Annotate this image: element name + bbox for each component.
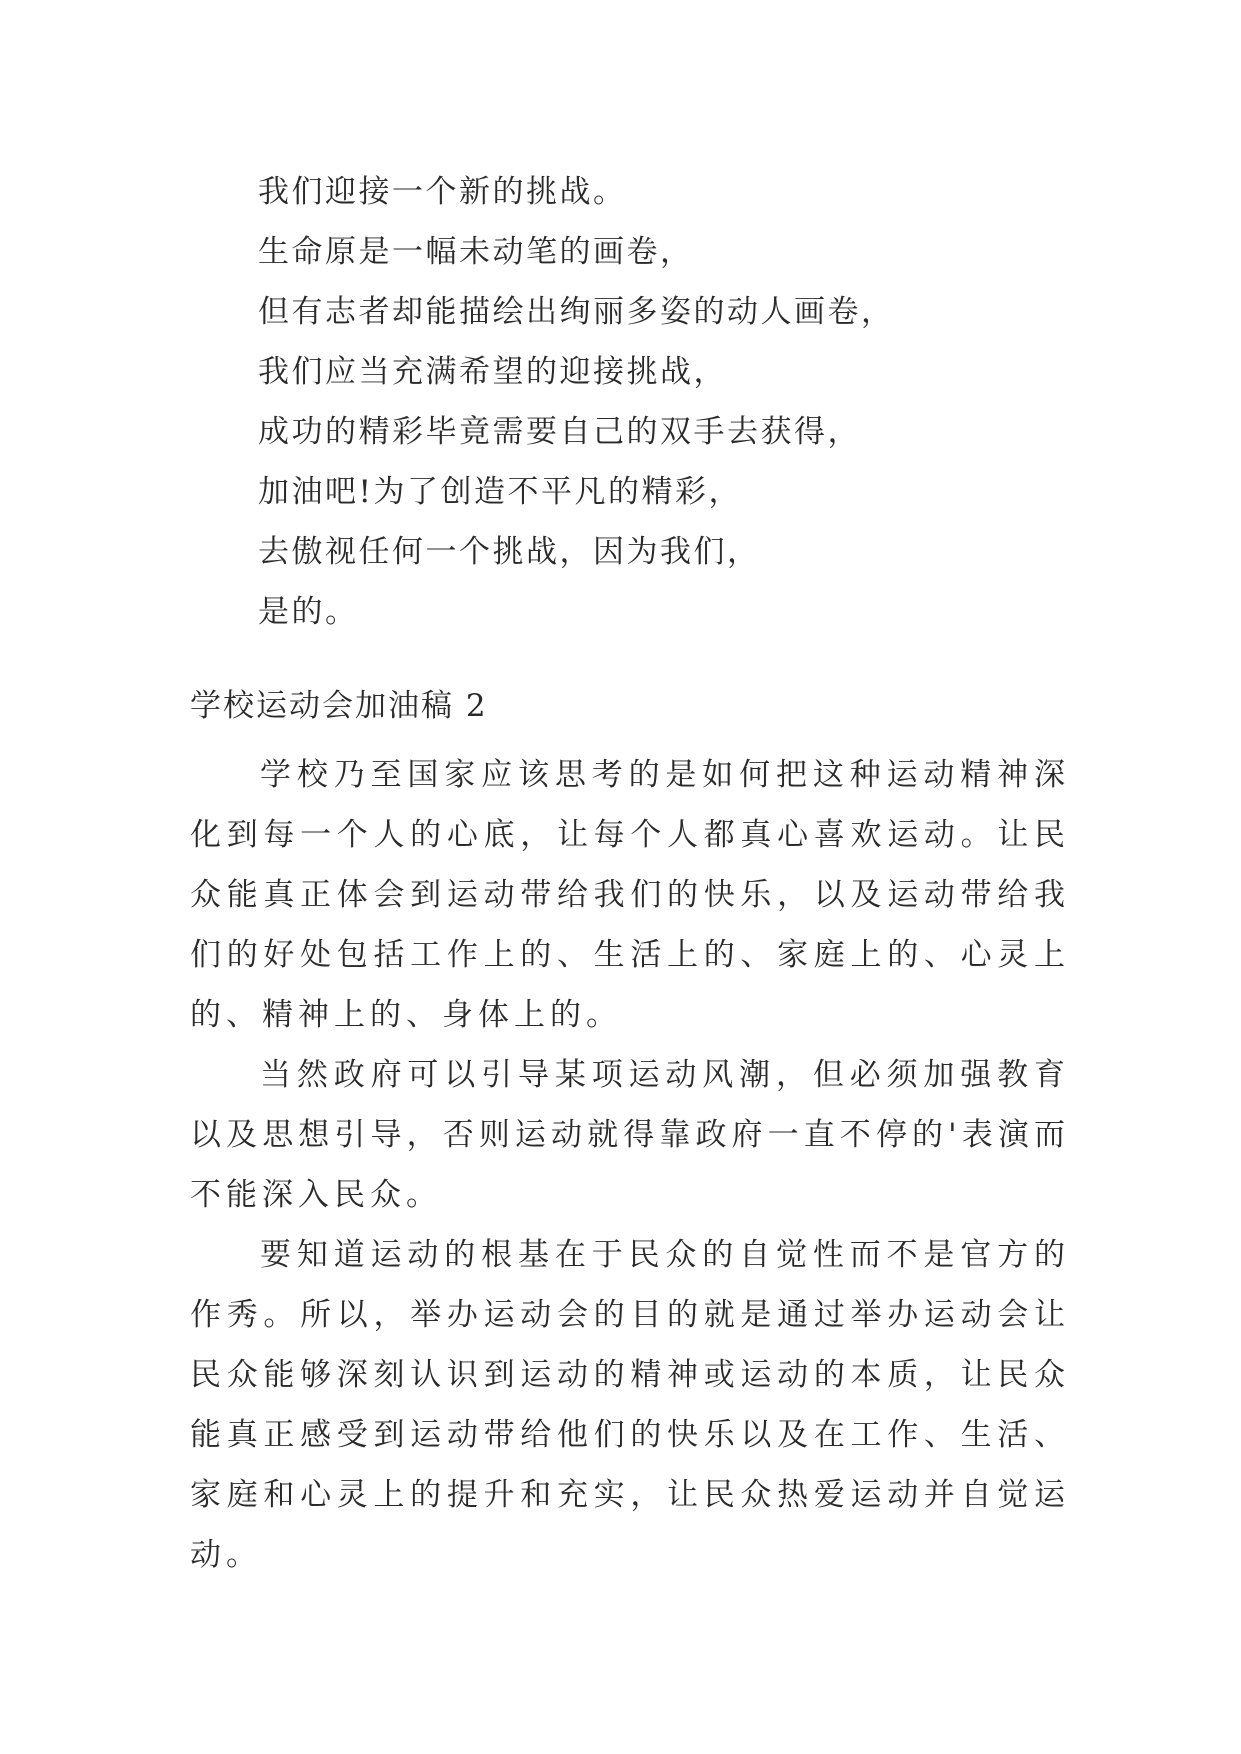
poem-block xyxy=(258,162,1078,642)
paragraph: 当然政府可以引导某项运动风潮，但必须加强教育以及思想引导，否则运动就得靠政府一直不停的'表演而不能深入民众。 xyxy=(190,1057,1070,1213)
poem-line: 是的。 xyxy=(258,594,359,630)
poem-line: 但有志者却能描绘出绚丽多姿的动人画卷， xyxy=(258,294,895,330)
poem-line: 成功的精彩毕竟需要自己的双手去获得， xyxy=(258,414,861,450)
paragraph: 学校乃至国家应该思考的是如何把这种运动精神深化到每一个人的心底，让每个人都真心喜欢运动。让民众能真正体会到运动带给我们的快乐，以及运动带给我们的好处包括工作上的、生活上的、家庭上的、心灵上的、精神上的、身体上的。 xyxy=(190,757,1070,1033)
poem-line: 我们应当充满希望的迎接挑战， xyxy=(258,354,727,390)
paragraph: 要知道运动的根基在于民众的自觉性而不是官方的作秀。所以，举办运动会的目的就是通过举办运动会让民众能够深刻认识到运动的精神或运动的本质，让民众能真正感受到运动带给他们的快乐以及在工作、生活、家庭和心灵上的提升和充实，让民众热爱运动并自觉运动。 xyxy=(190,1237,1070,1573)
poem-line: 去傲视任何一个挑战，因为我们， xyxy=(258,534,761,570)
section-title: 学校运动会加油稿 2 xyxy=(190,688,488,724)
poem-line: 我们迎接一个新的挑战。 xyxy=(258,174,627,210)
section-body xyxy=(190,745,1070,1585)
poem-line: 生命原是一幅未动笔的画卷， xyxy=(258,234,694,270)
poem-line: 加油吧!为了创造不平凡的精彩， xyxy=(258,474,742,510)
